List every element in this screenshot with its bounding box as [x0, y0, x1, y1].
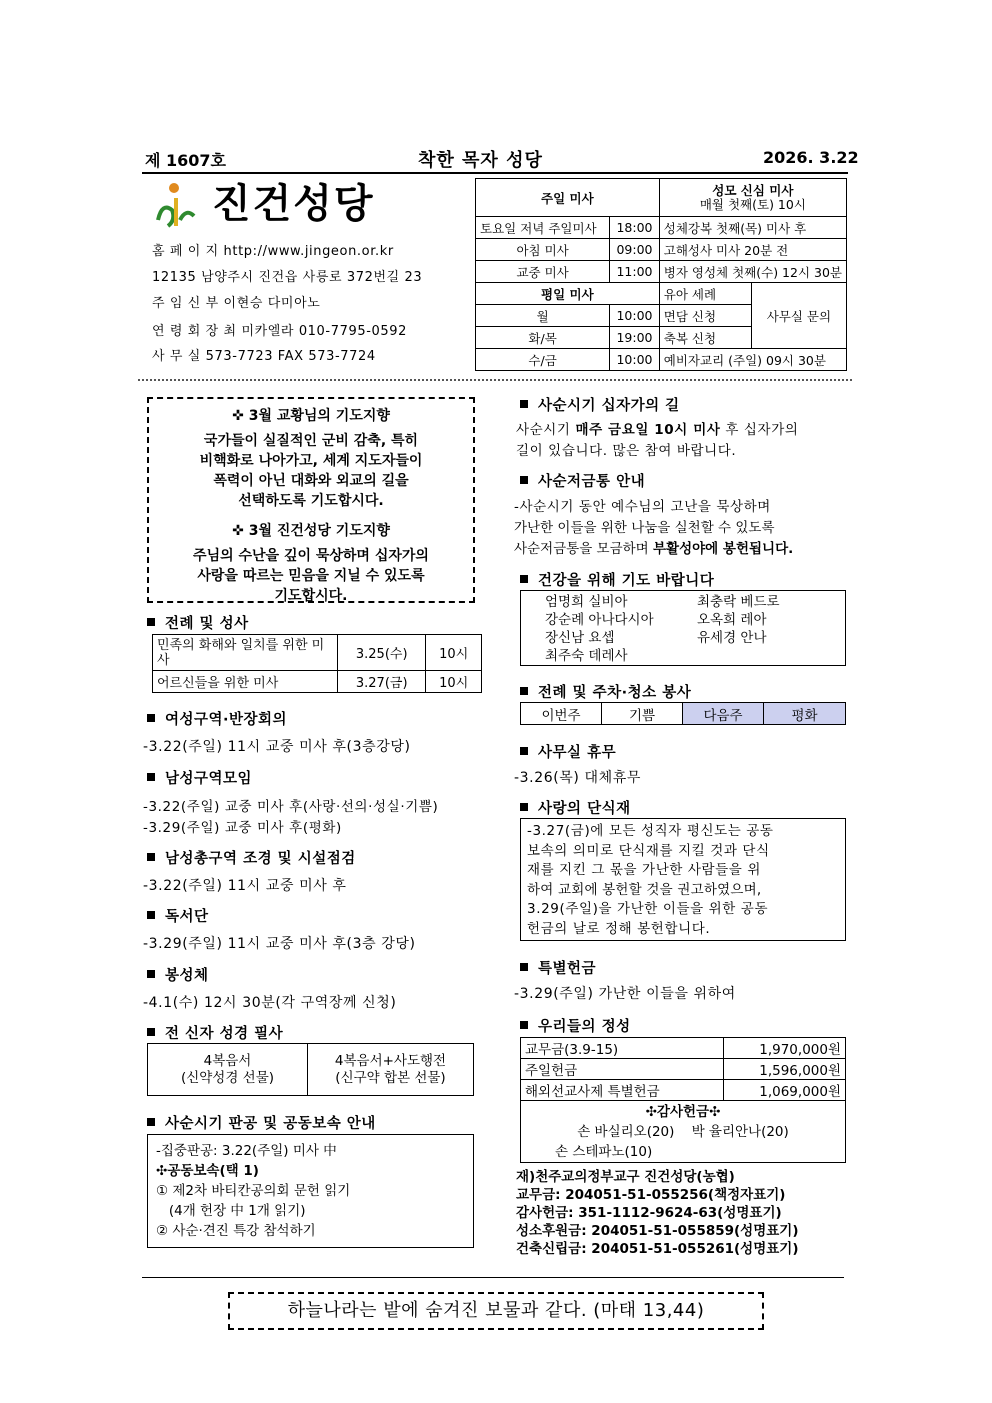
section-consecration	[147, 964, 209, 985]
fasting-line: 하여 교회에 봉헌할 것을 권고하였으며,	[527, 881, 762, 898]
pope-prayer-line: 비핵화로 나아가고, 세계 지도자들이	[199, 453, 423, 469]
stations-line: 길이 있습니다. 많은 참여 바랍니다.	[516, 443, 737, 459]
confession-line: ① 제2차 바티칸공의회 문헌 읽기	[156, 1183, 351, 1199]
mass-time: 18:00	[610, 217, 660, 239]
health-name: 유세경 안나	[697, 630, 767, 646]
bible-cell-line: (신약성경 선물)	[180, 1069, 275, 1086]
bank-line: 재)천주교의정부교구 진건성당(농협)	[516, 1169, 735, 1185]
section-title: 독서단	[165, 909, 209, 925]
footer-rule	[142, 1277, 844, 1278]
office-inquiry: 사무실 문의	[751, 283, 846, 349]
health-name: 최주숙 데레사	[545, 648, 628, 664]
newsletter-title: 착한 목자 성당	[418, 150, 543, 171]
women-line: -3.22(주일) 11시 교중 미사 후(3층강당)	[143, 739, 411, 755]
confession-line: (4개 헌장 中 1개 읽기)	[156, 1203, 306, 1219]
section-title: 전례 및 성사	[165, 616, 249, 632]
confession-line: -집중판공: 3.22(주일) 미사 中	[156, 1143, 337, 1159]
parish-prayer-line: 기도합시다.	[274, 588, 348, 604]
bank-line: 교무금: 204051-51-055256(책정자표기)	[516, 1187, 786, 1203]
section-men-total	[147, 847, 356, 868]
offering-amount: 1,596,000원	[724, 1059, 846, 1080]
mass-note: 성체강복 첫째(목) 미사 후	[659, 217, 846, 239]
bible-cell-line: 4복음서	[203, 1052, 252, 1069]
section-title: 전례 및 주차·청소 봉사	[538, 685, 692, 701]
section-lent-box	[520, 470, 645, 491]
health-name: 최충락 베드로	[697, 594, 780, 610]
catechumen-class: 예비자교리 (주일) 09시 30분	[659, 349, 846, 371]
pope-prayer-line: 국가들이 실질적인 군비 감축, 특히	[203, 433, 419, 449]
section-title: 특별헌금	[538, 961, 597, 977]
section-title: 사무실 휴무	[538, 745, 617, 761]
section-men	[147, 767, 252, 788]
offering-name: 해외선교사제 특별헌금	[521, 1080, 724, 1101]
health-name: 강순례 아나다시아	[545, 612, 654, 628]
liturgy-name: 민족의 화해와 일치를 위한 미사	[153, 635, 338, 671]
parish-prayer-line: 사랑을 따르는 믿음을 지닐 수 있도록	[197, 568, 425, 584]
address: 12135 남양주시 진건읍 사릉로 372번길 23	[152, 270, 423, 285]
church-logo	[150, 180, 410, 230]
mass-name: 아침 미사	[476, 239, 610, 261]
section-title: 우리들의 정성	[538, 1019, 631, 1035]
section-title: 남성구역모임	[165, 771, 253, 787]
bank-line: 건축신립금: 204051-51-055261(성명표기)	[516, 1241, 799, 1257]
mass-time: 11:00	[610, 261, 660, 283]
lent-box-line: -사순시기 동안 예수님의 고난을 묵상하며	[514, 499, 771, 515]
weekday-name: 월	[476, 305, 610, 327]
issue-date: 2026. 3.22	[763, 148, 859, 167]
lent-box-line: 가난한 이들을 위한 나눔을 실천할 수 있도록	[514, 520, 775, 536]
liturgy-date: 3.25(수)	[338, 635, 426, 671]
confession-line: ✣공동보속(택 1)	[156, 1163, 259, 1179]
fasting-line: 헌금의 날로 정해 봉헌합니다.	[527, 920, 711, 937]
parish-prayer-title: ✜ 3월 진건성당 기도지향	[232, 523, 390, 539]
dotted-divider	[138, 379, 852, 381]
liturgy-date: 3.27(금)	[338, 671, 426, 693]
pastor: 주 임 신 부 이현승 다미아노	[152, 296, 321, 311]
section-title: 사순시기 판공 및 공동보속 안내	[165, 1116, 376, 1132]
bible-cell-line: (신구약 합본 선물)	[335, 1069, 446, 1086]
fasting-line: 재를 지킨 그 몫을 가난한 사람들을 위	[527, 862, 761, 878]
thanks-line: 손 바실리오(20) 박 율리안나(20)	[577, 1123, 789, 1140]
section-title: 여성구역·반장회의	[165, 712, 288, 728]
pope-prayer-line: 선택하도록 기도합시다.	[238, 493, 384, 509]
section-women	[147, 708, 287, 729]
offering-name: 교무금(3.9-15)	[521, 1038, 724, 1059]
men-total-line: -3.22(주일) 11시 교중 미사 후	[143, 878, 347, 894]
right-item: 축복 신청	[659, 327, 751, 349]
weekday-time: 19:00	[610, 327, 660, 349]
health-box	[520, 590, 846, 666]
weekday-time: 10:00	[610, 305, 660, 327]
liturgy-name: 어르신들을 위한 미사	[153, 671, 338, 693]
consecration-line: -4.1(수) 12시 30분(각 구역장께 신청)	[143, 995, 397, 1011]
bible-cell	[308, 1044, 474, 1096]
section-fasting	[520, 797, 631, 818]
liturgy-time: 10시	[426, 671, 482, 693]
section-bible	[147, 1022, 283, 1043]
section-health	[520, 569, 714, 590]
service-cell: 이번주	[521, 703, 602, 725]
mary-mass-header	[659, 179, 846, 217]
stations-line: 사순시기 매주 금요일 10시 미사 후 십자가의	[516, 422, 799, 438]
offering-table	[520, 1037, 846, 1163]
office-phone: 사 무 실 573-7723 FAX 573-7724	[152, 349, 376, 364]
section-title: 사순시기 십자가의 길	[538, 398, 680, 414]
parish-prayer-line: 주님의 수난을 깊이 묵상하며 십자가의	[193, 548, 429, 564]
footer-verse-box	[228, 1292, 764, 1330]
section-reading	[147, 905, 209, 926]
mary-mass-sub: 매월 첫째(토) 10시	[699, 196, 806, 212]
special-line: -3.29(주일) 가난한 이들을 위하여	[514, 986, 736, 1002]
office-closed-line: -3.26(목) 대체휴무	[514, 770, 642, 786]
section-title: 봉성체	[165, 968, 209, 984]
stations-bold: 매주 금요일 10시 미사	[575, 422, 721, 438]
weekday-mass-header: 평일 미사	[476, 283, 660, 305]
section-title: 남성총구역 조경 및 시설점검	[165, 851, 356, 867]
weekday-time: 10:00	[610, 349, 660, 371]
section-confession	[147, 1112, 376, 1133]
liturgy-time: 10시	[426, 635, 482, 671]
fasting-line: 보속의 의미로 단식재를 지킬 것과 단식	[527, 842, 770, 859]
offering-amount: 1,970,000원	[724, 1038, 846, 1059]
bible-table	[147, 1043, 474, 1096]
health-name: 엄명희 실비아	[545, 594, 628, 610]
lent-box-line: 사순저금통을 모금하며 부활성야에 봉헌됩니다.	[514, 541, 794, 557]
bible-cell	[148, 1044, 308, 1096]
men-line: -3.22(주일) 교중 미사 후(사랑·선의·성실·기쁨)	[143, 799, 439, 815]
bank-line: 감사헌금: 351-1112-9624-63(성명표기)	[516, 1205, 782, 1221]
sunday-mass-header: 주일 미사	[476, 179, 660, 217]
confession-line: ② 사순·견진 특강 참석하기	[156, 1223, 316, 1239]
bank-info	[516, 1168, 799, 1258]
church-logo-icon	[150, 180, 202, 230]
mass-time: 09:00	[610, 239, 660, 261]
mass-name: 토요일 저녁 주일미사	[476, 217, 610, 239]
right-item: 면담 신청	[659, 305, 751, 327]
section-stations	[520, 394, 680, 415]
section-title: 사순저금통 안내	[538, 474, 646, 490]
service-cell: 다음주	[683, 703, 764, 725]
fasting-line: 3.29(주일)을 가난한 이들을 위한 공동	[527, 901, 769, 917]
thanks-line: 손 스테파노(10)	[555, 1143, 653, 1160]
reading-line: -3.29(주일) 11시 교중 미사 후(3층 강당)	[143, 936, 416, 952]
thanks-title: ✣감사헌금✣	[645, 1103, 721, 1120]
fasting-line: -3.27(금)에 모든 성직자 평신도는 공동	[527, 823, 774, 839]
weekday-name: 수/금	[476, 349, 610, 371]
section-special	[520, 957, 596, 978]
service-table	[520, 702, 846, 725]
health-name: 오옥희 레아	[697, 612, 767, 628]
homepage: 홈 페 이 지 http://www.jingeon.or.kr	[152, 244, 394, 259]
mass-note: 고해성사 미사 20분 전	[659, 239, 846, 261]
liturgy-table	[152, 634, 482, 693]
issue-number: 제 1607호	[145, 151, 227, 170]
mass-note: 병자 영성체 첫째(수) 12시 30분	[659, 261, 846, 283]
offering-amount: 1,069,000원	[724, 1080, 846, 1101]
footer-verse: 하늘나라는 밭에 숨겨진 보물과 같다. (마태 13,44)	[287, 1300, 705, 1321]
mary-mass-title: 성모 신심 미사	[712, 182, 794, 198]
mass-name: 교중 미사	[476, 261, 610, 283]
pope-prayer-title: ✜ 3월 교황님의 기도지향	[232, 408, 390, 424]
logo-text: 진건성당	[212, 181, 375, 227]
prayer-intentions-box	[147, 397, 475, 603]
men-line: -3.29(주일) 교중 미사 후(평화)	[143, 820, 342, 836]
funeral-chair: 연 령 회 장 최 미카엘라 010-7795-0592	[152, 324, 407, 339]
pope-prayer-line: 폭력이 아닌 대화와 외교의 길을	[213, 473, 409, 489]
section-offering	[520, 1015, 631, 1036]
fasting-box	[520, 818, 846, 941]
right-item: 유아 세례	[659, 283, 751, 305]
section-title: 건강을 위해 기도 바랍니다	[538, 573, 715, 589]
header-rule	[142, 172, 848, 174]
section-service	[520, 681, 691, 702]
weekday-name: 화/목	[476, 327, 610, 349]
health-name: 장신남 요셉	[545, 630, 615, 646]
section-title: 사랑의 단식재	[538, 801, 631, 817]
mass-schedule-table	[475, 178, 847, 371]
bible-cell-line: 4복음서+사도행전	[334, 1052, 447, 1069]
thanks-cell	[521, 1101, 846, 1163]
section-office-closed	[520, 741, 616, 762]
section-liturgy	[147, 612, 249, 633]
confession-box	[147, 1134, 474, 1248]
service-cell: 평화	[764, 703, 846, 725]
section-title: 전 신자 성경 필사	[165, 1026, 284, 1042]
service-cell: 기쁨	[602, 703, 683, 725]
offering-name: 주일헌금	[521, 1059, 724, 1080]
bank-line: 성소후원금: 204051-51-055859(성명표기)	[516, 1223, 799, 1239]
